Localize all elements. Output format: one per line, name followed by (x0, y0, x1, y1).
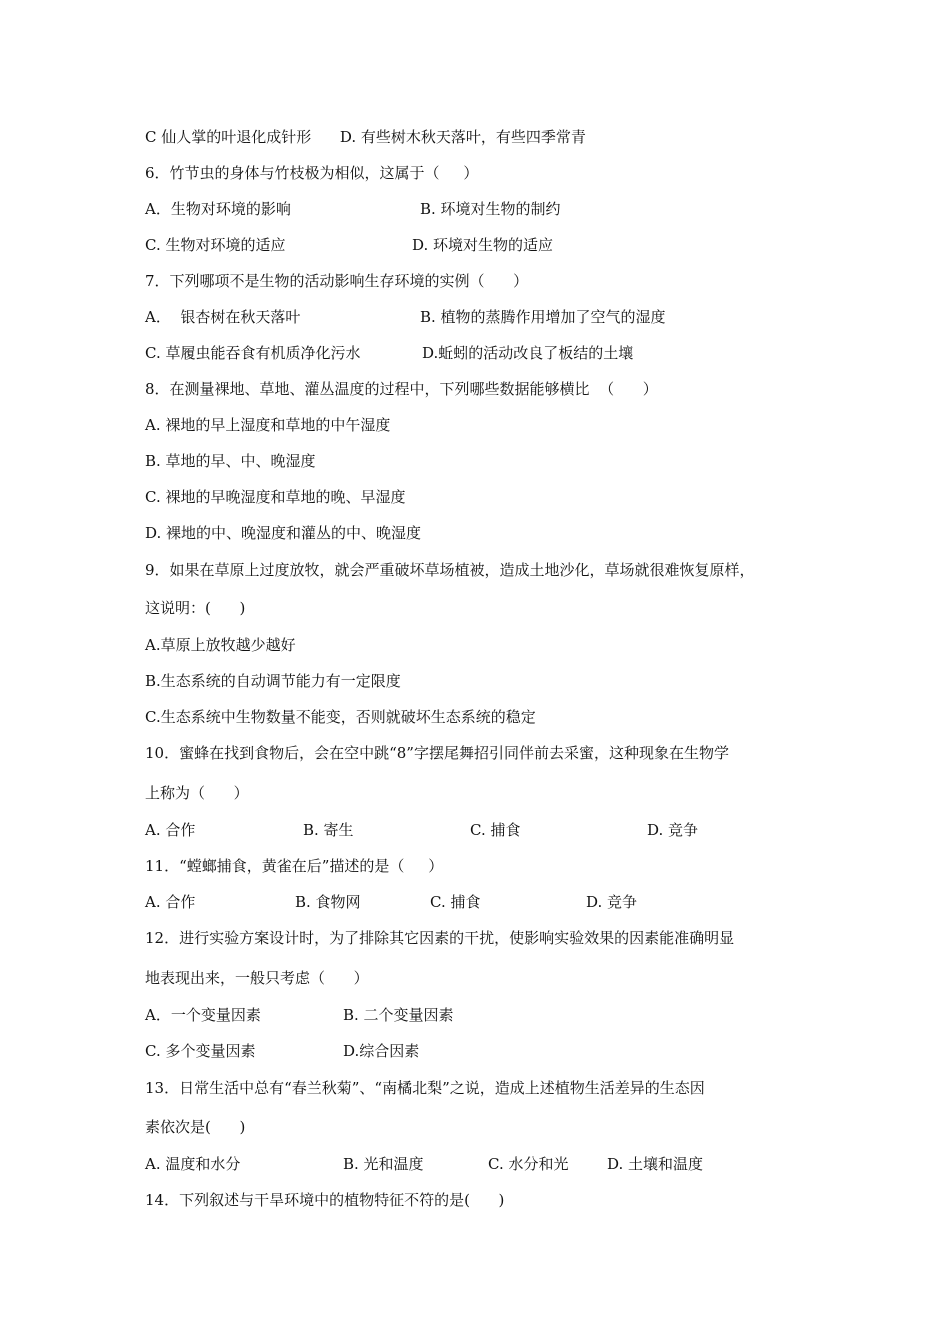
q11-option-d: D. 竞争 (586, 893, 638, 911)
question-7: 7．下列哪项不是生物的活动影响生存环境的实例（ ） (145, 272, 529, 290)
q6-option-d: D. 环境对生物的适应 (412, 236, 554, 254)
question-12-line-2: 地表现出来，一般只考虑（ ） (145, 969, 369, 987)
q13-option-d: D. 土壤和温度 (607, 1155, 704, 1173)
q8-option-b: B. 草地的早、中、晚湿度 (145, 452, 316, 470)
question-10-line-1: 10．蜜蜂在找到食物后，会在空中跳“8”字摆尾舞招引同伴前去采蜜，这种现象在生物学 (145, 744, 729, 762)
q10-option-a: A. 合作 (145, 821, 196, 839)
q11-option-a: A. 合作 (145, 893, 196, 911)
q7-option-b: B. 植物的蒸腾作用增加了空气的湿度 (420, 308, 666, 326)
question-9-line-1: 9．如果在草原上过度放牧，就会严重破坏草场植被，造成土地沙化，草场就很难恢复原样， (145, 561, 755, 579)
q13-option-a: A. 温度和水分 (145, 1155, 241, 1173)
question-6: 6．竹节虫的身体与竹枝极为相似，这属于（ ） (145, 164, 479, 182)
q12-option-d: D.综合因素 (343, 1042, 420, 1060)
q12-option-b: B. 二个变量因素 (343, 1006, 454, 1024)
q6-option-b: B. 环境对生物的制约 (420, 200, 561, 218)
question-13-line-1: 13．日常生活中总有“春兰秋菊”、“南橘北梨”之说，造成上述植物生活差异的生态因 (145, 1079, 705, 1097)
q12-option-c: C. 多个变量因素 (145, 1042, 256, 1060)
q6-option-c: C. 生物对环境的适应 (145, 236, 286, 254)
q9-option-c: C.生态系统中生物数量不能变，否则就破坏生态系统的稳定 (145, 708, 536, 726)
q7-option-a: A． 银杏树在秋天落叶 (145, 308, 301, 326)
q9-option-b: B.生态系统的自动调节能力有一定限度 (145, 672, 401, 690)
q13-option-c: C. 水分和光 (488, 1155, 569, 1173)
q7-option-d: D.蚯蚓的活动改良了板结的土壤 (422, 344, 634, 362)
q7-option-c: C. 草履虫能吞食有机质净化污水 (145, 344, 361, 362)
option-line-5cd: C 仙人掌的叶退化成针形 D. 有些树木秋天落叶，有些四季常青 (145, 128, 586, 146)
question-9-line-2: 这说明：( ) (145, 599, 246, 617)
question-14: 14．下列叙述与干旱环境中的植物特征不符的是( ) (145, 1191, 505, 1209)
q13-option-b: B. 光和温度 (343, 1155, 424, 1173)
q8-option-d: D. 裸地的中、晚湿度和灌丛的中、晚湿度 (145, 524, 422, 542)
question-13-line-2: 素依次是( ) (145, 1118, 246, 1136)
question-12-line-1: 12．进行实验方案设计时，为了排除其它因素的干扰，使影响实验效果的因素能准确明显 (145, 929, 735, 947)
q6-option-a: A．生物对环境的影响 (145, 200, 291, 218)
q11-option-b: B. 食物网 (295, 893, 361, 911)
q10-option-c: C. 捕食 (470, 821, 521, 839)
q10-option-d: D. 竞争 (647, 821, 699, 839)
q8-option-c: C. 裸地的早晚湿度和草地的晚、早湿度 (145, 488, 406, 506)
q12-option-a: A．一个变量因素 (145, 1006, 261, 1024)
q8-option-a: A. 裸地的早上湿度和草地的中午湿度 (145, 416, 391, 434)
question-8: 8．在测量裸地、草地、灌丛温度的过程中，下列哪些数据能够横比 （ ） (145, 380, 658, 398)
q10-option-b: B. 寄生 (303, 821, 354, 839)
q9-option-a: A.草原上放牧越少越好 (145, 636, 296, 654)
q11-option-c: C. 捕食 (430, 893, 481, 911)
question-10-line-2: 上称为（ ） (145, 784, 249, 802)
question-11: 11．“螳螂捕食，黄雀在后”描述的是（ ） (145, 857, 444, 875)
